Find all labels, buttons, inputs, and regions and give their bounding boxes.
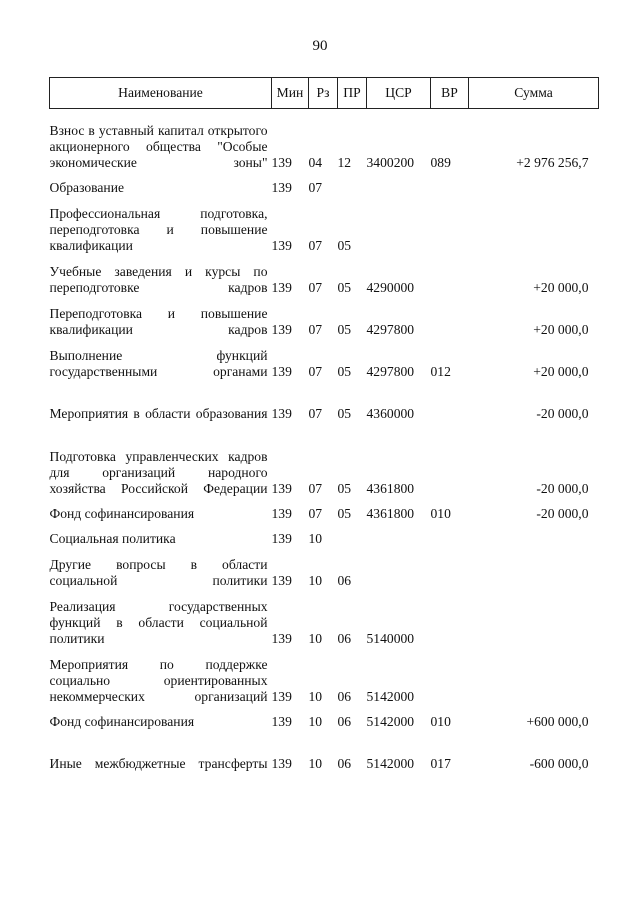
cell-min: 139 <box>271 279 292 295</box>
cell-vr <box>431 549 469 591</box>
cell-sum: +600 000,0 <box>526 713 589 729</box>
cell-csr <box>367 549 431 591</box>
cell-csr <box>367 173 431 198</box>
cell-sum <box>469 549 599 591</box>
table-row <box>50 256 599 298</box>
cell-name: Мероприятия по поддержке социально ориентированных некоммерческих организаций <box>49 656 268 704</box>
cell-rz: 07 <box>308 179 323 195</box>
cell-pr: 05 <box>337 405 352 421</box>
cell-vr: 010 <box>430 505 451 521</box>
cell-name: Взнос в уставный капитал открытого акционерного общества "Особые экономические зоны" <box>49 122 268 170</box>
cell-rz: 10 <box>308 688 323 704</box>
cell-vr <box>431 382 469 424</box>
cell-pr: 05 <box>337 237 352 253</box>
cell-csr: 5142000 <box>366 755 415 771</box>
cell-rz: 10 <box>308 755 323 771</box>
table-row <box>50 649 599 707</box>
table-row <box>50 549 599 591</box>
cell-csr: 4297800 <box>366 363 415 379</box>
cell-name: Профессиональная подготовка, переподготовка и повышение квалификации <box>49 205 268 253</box>
cell-rz: 07 <box>308 363 323 379</box>
cell-name: Выполнение функций государственными органами <box>49 347 268 379</box>
cell-name: Переподготовка и повышение квалификации кадров <box>49 305 268 337</box>
cell-vr: 012 <box>430 363 451 379</box>
cell-rz: 10 <box>308 713 323 729</box>
cell-min: 139 <box>271 154 292 170</box>
cell-rz: 07 <box>308 279 323 295</box>
cell-min: 139 <box>271 480 292 496</box>
table-row <box>50 707 599 732</box>
cell-vr: 017 <box>430 755 451 771</box>
cell-min: 139 <box>271 688 292 704</box>
cell-csr <box>367 524 431 549</box>
header-name: Наименование <box>50 78 272 109</box>
cell-csr: 5140000 <box>366 630 415 646</box>
cell-min: 139 <box>271 572 292 588</box>
cell-rz: 07 <box>308 405 323 421</box>
cell-pr <box>338 524 367 549</box>
cell-name: Иные межбюджетные трансферты <box>49 755 268 771</box>
cell-min: 139 <box>271 405 292 421</box>
header-pr: ПР <box>338 78 367 109</box>
cell-vr: 010 <box>430 713 451 729</box>
cell-min: 139 <box>271 530 292 546</box>
cell-vr <box>431 298 469 340</box>
cell-sum: -20 000,0 <box>536 405 589 421</box>
cell-min: 139 <box>271 321 292 337</box>
cell-min: 139 <box>271 237 292 253</box>
cell-sum: -20 000,0 <box>536 505 589 521</box>
cell-rz: 07 <box>308 321 323 337</box>
cell-rz: 07 <box>308 505 323 521</box>
cell-vr <box>431 173 469 198</box>
table-row <box>50 524 599 549</box>
cell-rz: 04 <box>308 154 323 170</box>
cell-sum: +20 000,0 <box>533 321 589 337</box>
cell-min: 139 <box>271 363 292 379</box>
cell-pr: 05 <box>337 480 352 496</box>
table-row <box>50 382 599 424</box>
cell-name: Реализация государственных функций в области социальной политики <box>49 598 268 646</box>
cell-pr: 06 <box>337 630 352 646</box>
cell-min: 139 <box>271 630 292 646</box>
table-row <box>50 109 599 173</box>
cell-sum: -20 000,0 <box>536 480 589 496</box>
cell-name: Социальная политика <box>49 530 176 546</box>
cell-sum <box>469 649 599 707</box>
header-min: Мин <box>272 78 309 109</box>
cell-name: Мероприятия в области образования <box>49 405 268 421</box>
cell-csr <box>367 198 431 256</box>
cell-sum <box>469 173 599 198</box>
cell-vr <box>431 591 469 649</box>
budget-table <box>49 77 599 774</box>
table-row <box>50 340 599 382</box>
cell-csr: 4361800 <box>366 480 415 496</box>
cell-pr: 06 <box>337 755 352 771</box>
cell-name: Фонд софинансирования <box>49 713 195 729</box>
table-row <box>50 198 599 256</box>
cell-rz: 07 <box>308 237 323 253</box>
table-row <box>50 298 599 340</box>
table-row <box>50 499 599 524</box>
cell-pr: 05 <box>337 363 352 379</box>
cell-rz: 07 <box>308 480 323 496</box>
cell-pr <box>338 173 367 198</box>
cell-vr <box>431 424 469 499</box>
cell-min: 139 <box>271 755 292 771</box>
cell-min: 139 <box>271 713 292 729</box>
cell-csr: 4361800 <box>366 505 415 521</box>
cell-name: Другие вопросы в области социальной политики <box>49 556 268 588</box>
table-header-row <box>50 78 599 109</box>
cell-sum <box>469 198 599 256</box>
header-rz: Рз <box>309 78 338 109</box>
cell-name: Фонд софинансирования <box>49 505 195 521</box>
cell-sum: +20 000,0 <box>533 279 589 295</box>
cell-sum <box>469 591 599 649</box>
table-row <box>50 173 599 198</box>
cell-vr <box>431 198 469 256</box>
table-row <box>50 424 599 499</box>
cell-rz: 10 <box>308 630 323 646</box>
cell-pr: 05 <box>337 321 352 337</box>
cell-vr <box>431 649 469 707</box>
cell-csr: 4290000 <box>366 279 415 295</box>
cell-rz: 10 <box>308 572 323 588</box>
cell-pr: 06 <box>337 713 352 729</box>
page-number: 90 <box>312 38 328 54</box>
cell-pr: 12 <box>337 154 352 170</box>
table-row <box>50 732 599 774</box>
cell-csr: 3400200 <box>366 154 415 170</box>
cell-csr: 4360000 <box>366 405 415 421</box>
cell-sum <box>469 524 599 549</box>
cell-pr: 06 <box>337 688 352 704</box>
cell-rz: 10 <box>308 530 323 546</box>
cell-min: 139 <box>271 505 292 521</box>
cell-min: 139 <box>271 179 292 195</box>
cell-csr: 4297800 <box>366 321 415 337</box>
header-vr: ВР <box>431 78 469 109</box>
header-sum: Сумма <box>469 78 599 109</box>
cell-csr: 5142000 <box>366 713 415 729</box>
cell-csr: 5142000 <box>366 688 415 704</box>
cell-vr: 089 <box>430 154 451 170</box>
cell-sum: +20 000,0 <box>533 363 589 379</box>
cell-name: Образование <box>49 179 125 195</box>
cell-name: Учебные заведения и курсы по переподготовке кадров <box>49 263 268 295</box>
table-row <box>50 591 599 649</box>
cell-vr <box>431 256 469 298</box>
cell-pr: 06 <box>337 572 352 588</box>
cell-sum: -600 000,0 <box>529 755 589 771</box>
cell-sum: +2 976 256,7 <box>516 154 589 170</box>
cell-pr: 05 <box>337 279 352 295</box>
cell-name: Подготовка управленческих кадров для организаций народного хозяйства Российской Федерации <box>49 448 268 496</box>
cell-vr <box>431 524 469 549</box>
cell-pr: 05 <box>337 505 352 521</box>
header-csr: ЦСР <box>367 78 431 109</box>
